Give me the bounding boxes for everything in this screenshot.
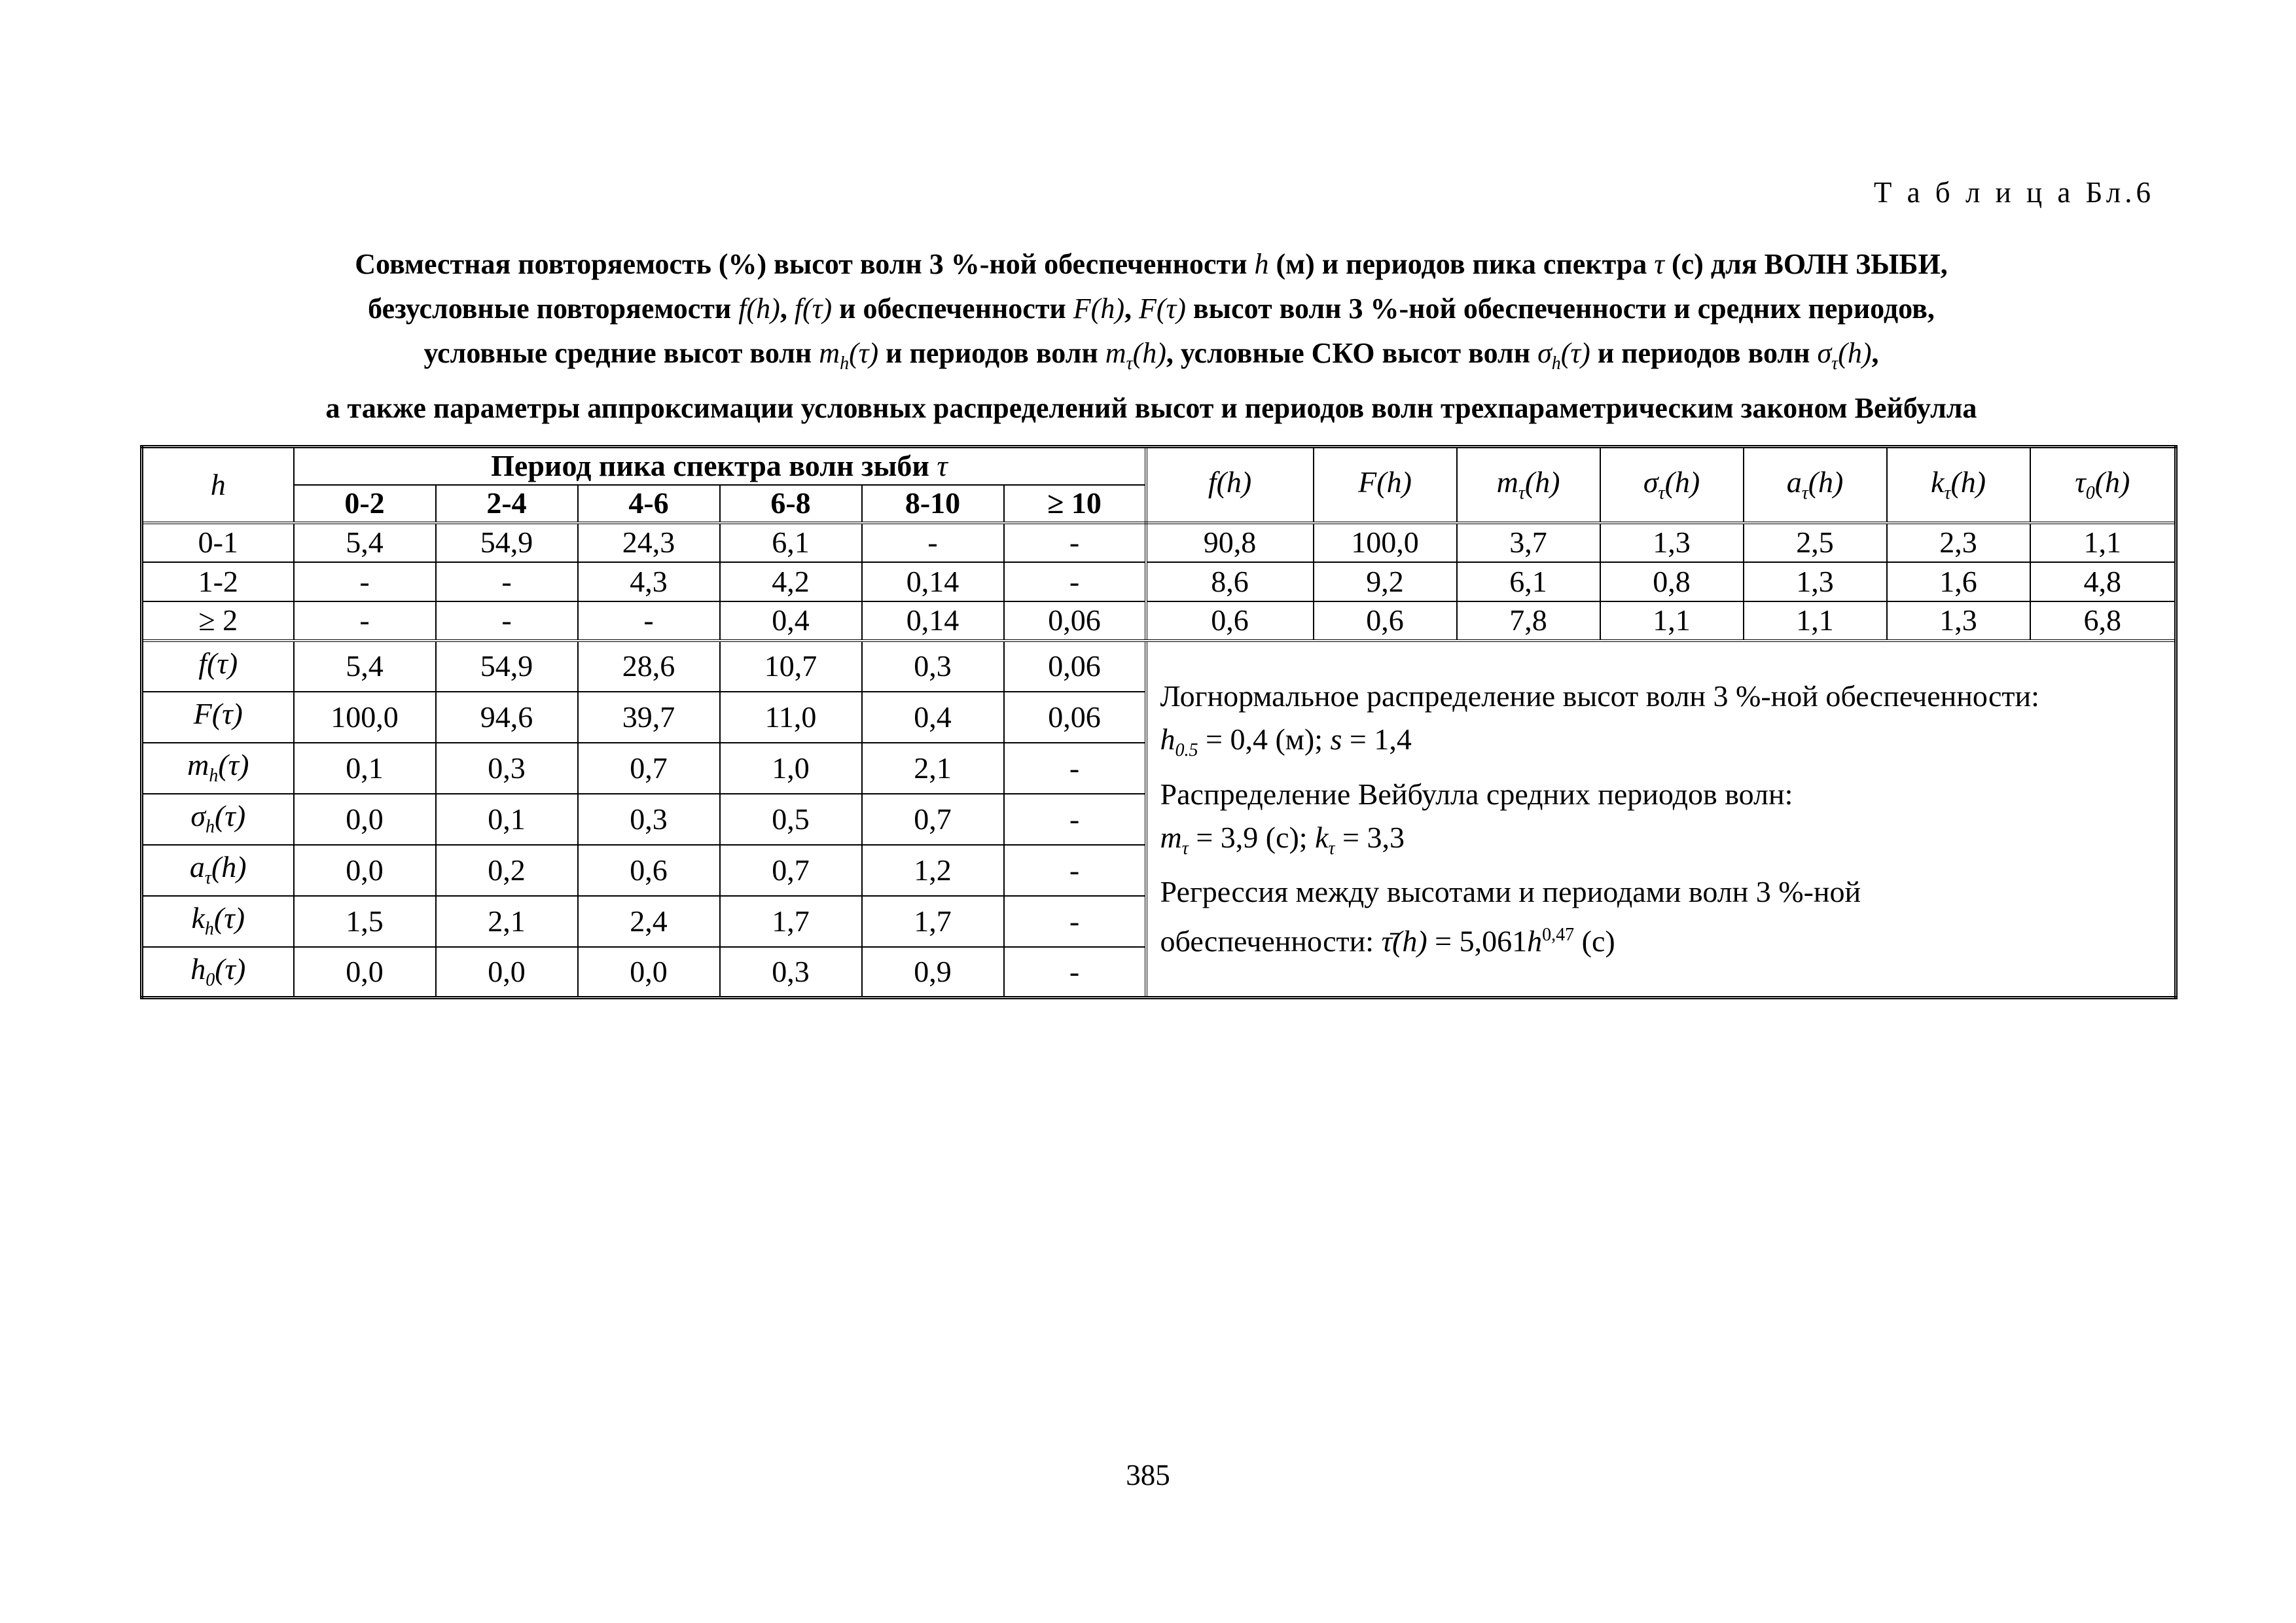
- caption-math: h: [1254, 248, 1269, 280]
- joint-frequency-cell: -: [436, 601, 578, 641]
- stat-value-cell: 0,0: [436, 947, 578, 998]
- math-sub: h: [204, 919, 214, 940]
- stat-value-cell: 1,3: [1887, 601, 2030, 641]
- stat-column-header: [1457, 447, 1600, 523]
- note-sub: τ: [1181, 838, 1189, 859]
- stat-value-cell: 0,6: [1146, 601, 1314, 641]
- stat-value-cell: 100,0: [294, 692, 436, 743]
- joint-frequency-cell: 24,3: [578, 523, 720, 562]
- row-label-h: 0-1: [142, 523, 294, 562]
- joint-frequency-cell: -: [436, 562, 578, 601]
- math-sub: τ: [1126, 353, 1133, 374]
- stat-value-cell: 2,4: [578, 896, 720, 947]
- math-base: a: [1786, 465, 1802, 499]
- caption-text: (с) для ВОЛН ЗЫБИ,: [1664, 248, 1948, 280]
- math-arg: (τ): [1560, 337, 1590, 369]
- math-base: m: [819, 337, 840, 369]
- stat-value-cell: -: [1004, 947, 1146, 998]
- joint-frequency-cell: 0,4: [720, 601, 862, 641]
- joint-frequency-cell: -: [1004, 562, 1146, 601]
- math-arg: (h): [1216, 465, 1252, 499]
- stat-value-cell: 0,06: [1004, 641, 1146, 692]
- table-row: [142, 601, 2176, 641]
- note-math: m: [1160, 820, 1182, 854]
- joint-frequency-cell: -: [578, 601, 720, 641]
- math-arg: (h): [1838, 337, 1872, 369]
- math-base: σ: [190, 799, 206, 833]
- note-math: k: [1315, 820, 1329, 854]
- stat-value-cell: 1,2: [862, 845, 1004, 896]
- math-sub: τ: [1801, 482, 1808, 503]
- math-arg: (h): [1664, 465, 1700, 499]
- joint-frequency-cell: 5,4: [294, 523, 436, 562]
- period-bin-header: ≥ 10: [1004, 485, 1146, 523]
- caption-text: безусловные повторяемости: [368, 293, 739, 325]
- math-base: τ: [2075, 465, 2086, 499]
- period-group-header: [294, 447, 1146, 485]
- joint-frequency-cell: 0,06: [1004, 601, 1146, 641]
- note-line: Регрессия между высотами и периодами волн 3 %-ной: [1160, 874, 1861, 908]
- table-row: [142, 641, 2176, 692]
- math-arg: (τ): [211, 697, 243, 731]
- stat-value-cell: 3,7: [1457, 523, 1600, 562]
- stat-value-cell: 10,7: [720, 641, 862, 692]
- table-row: [142, 523, 2176, 562]
- caption-math: τ: [1654, 248, 1664, 280]
- period-header-text: Период пика спектра волн зыби: [491, 449, 937, 483]
- note-math: h: [1527, 924, 1543, 958]
- period-bin-header: 4-6: [578, 485, 720, 523]
- stat-value-cell: 1,3: [1600, 523, 1744, 562]
- math-base: f: [1208, 465, 1217, 499]
- math-base: a: [189, 850, 205, 884]
- stat-value-cell: -: [1004, 743, 1146, 794]
- row-label-h: ≥ 2: [142, 601, 294, 641]
- math-arg: (h): [1132, 337, 1166, 369]
- row-label-stat: [142, 896, 294, 947]
- caption-text: и периодов волн: [1590, 337, 1818, 369]
- math-arg: (h): [1950, 465, 1986, 499]
- stat-value-cell: 0,4: [862, 692, 1004, 743]
- stat-value-cell: 2,1: [862, 743, 1004, 794]
- stat-value-cell: 90,8: [1146, 523, 1314, 562]
- period-header-symbol: τ: [937, 449, 948, 483]
- joint-frequency-cell: -: [1004, 523, 1146, 562]
- stat-value-cell: 8,6: [1146, 562, 1314, 601]
- period-bin-header: 8-10: [862, 485, 1004, 523]
- row-label-stat: [142, 947, 294, 998]
- page-number: 385: [1126, 1459, 1170, 1491]
- stat-value-cell: 0,0: [294, 845, 436, 896]
- math-sub: h: [1551, 353, 1561, 374]
- stat-value-cell: 0,7: [720, 845, 862, 896]
- caption-text: (м) и периодов пика спектра: [1268, 248, 1655, 280]
- distribution-notes: [1146, 641, 2176, 998]
- stat-value-cell: 2,1: [436, 896, 578, 947]
- period-bin-header: 0-2: [294, 485, 436, 523]
- stat-value-cell: 94,6: [436, 692, 578, 743]
- note-text: = 0,4 (м);: [1198, 722, 1331, 757]
- caption-text: и обеспеченности: [832, 293, 1073, 325]
- note-sub: τ: [1328, 838, 1335, 859]
- stat-value-cell: 1,7: [862, 896, 1004, 947]
- row-label-stat: [142, 794, 294, 845]
- stat-value-cell: 0,0: [578, 947, 720, 998]
- stat-value-cell: 0,9: [862, 947, 1004, 998]
- row-label-stat: [142, 641, 294, 692]
- caption-line-2: [141, 287, 2162, 331]
- math-base: σ: [1643, 465, 1659, 499]
- note-text: обеспеченности:: [1160, 924, 1382, 958]
- row-label-h: 1-2: [142, 562, 294, 601]
- table-row: [142, 562, 2176, 601]
- stat-value-cell: 7,8: [1457, 601, 1600, 641]
- note-math: τ̄(h): [1381, 924, 1427, 958]
- math-sub: 0: [2085, 482, 2095, 503]
- caption-text: и периодов волн: [878, 337, 1105, 369]
- stat-value-cell: 0,6: [1314, 601, 1457, 641]
- caption-text: ,: [1124, 293, 1139, 325]
- math-arg: (τ): [215, 799, 246, 833]
- note-text: = 3,3: [1335, 820, 1405, 854]
- joint-frequency-cell: 0,14: [862, 601, 1004, 641]
- stat-value-cell: -: [1004, 845, 1146, 896]
- joint-frequency-cell: 6,1: [720, 523, 862, 562]
- math-arg: (τ): [218, 748, 249, 782]
- stat-value-cell: 1,1: [1600, 601, 1744, 641]
- stat-value-cell: 0,3: [578, 794, 720, 845]
- math-base: F: [1358, 465, 1377, 499]
- stat-value-cell: 0,3: [436, 743, 578, 794]
- joint-frequency-cell: 54,9: [436, 523, 578, 562]
- math-base: m: [1105, 337, 1126, 369]
- stat-value-cell: 0,06: [1004, 692, 1146, 743]
- stat-value-cell: 11,0: [720, 692, 862, 743]
- caption-text: Совместная повторяемость (%) высот волн 3 %-ной обеспеченности: [355, 248, 1255, 280]
- stat-column-header: [2030, 447, 2176, 523]
- table-label: Т а б л и ц а Бл.6: [1873, 176, 2155, 209]
- stat-column-header: [1600, 447, 1744, 523]
- math-base: h: [190, 952, 206, 986]
- stat-value-cell: 1,7: [720, 896, 862, 947]
- stat-column-header: [1146, 447, 1314, 523]
- note-text: (с): [1574, 924, 1615, 958]
- stat-value-cell: 0,6: [578, 845, 720, 896]
- math-base: F: [193, 697, 212, 731]
- math-arg: (h): [1808, 465, 1844, 499]
- header-row: [142, 447, 2176, 485]
- note-text: = 1,4: [1342, 722, 1412, 757]
- note-line: Распределение Вейбулла средних периодов волн:: [1160, 777, 1793, 811]
- stat-value-cell: 9,2: [1314, 562, 1457, 601]
- caption-text: , условные СКО высот волн: [1166, 337, 1538, 369]
- note-text: = 5,061: [1427, 924, 1528, 958]
- note-line: [1160, 816, 2162, 870]
- stat-value-cell: 4,8: [2030, 562, 2176, 601]
- caption-math: F(h): [1073, 293, 1124, 325]
- corner-header-h: h: [142, 447, 294, 523]
- math-sub: 0: [206, 969, 215, 990]
- note-line: Логнормальное распределение высот волн 3 %-ной обеспеченности:: [1160, 679, 2039, 713]
- stat-value-cell: 6,1: [1457, 562, 1600, 601]
- stat-value-cell: 100,0: [1314, 523, 1457, 562]
- math-arg: (τ): [215, 952, 246, 986]
- joint-frequency-cell: -: [294, 601, 436, 641]
- caption-text: высот волн 3 %-ной обеспеченности и средних периодов,: [1185, 293, 1935, 325]
- stat-value-cell: 1,1: [2030, 523, 2176, 562]
- math-base: m: [1496, 465, 1518, 499]
- math-sub: τ: [1831, 353, 1839, 374]
- stat-value-cell: 0,7: [862, 794, 1004, 845]
- math-arg: (τ): [207, 646, 238, 680]
- stat-value-cell: 6,8: [2030, 601, 2176, 641]
- note-math: s: [1330, 722, 1342, 757]
- math-base: f: [198, 646, 207, 680]
- math-arg: (τ): [213, 901, 245, 935]
- caption-line-1: [141, 242, 2162, 287]
- stat-value-cell: 0,0: [294, 947, 436, 998]
- math-arg: (h): [211, 850, 247, 884]
- note-text: = 3,9 (с);: [1188, 820, 1316, 854]
- stat-value-cell: 1,3: [1744, 562, 1887, 601]
- note-math: h: [1160, 722, 1175, 757]
- stat-value-cell: 0,1: [294, 743, 436, 794]
- math-sub: h: [206, 817, 215, 838]
- period-bin-header: 6-8: [720, 485, 862, 523]
- math-base: σ: [1817, 337, 1832, 369]
- row-label-stat: [142, 845, 294, 896]
- caption-text: ,: [1871, 337, 1879, 369]
- joint-frequency-cell: -: [294, 562, 436, 601]
- stat-value-cell: 0,8: [1600, 562, 1744, 601]
- stat-column-header: [1314, 447, 1457, 523]
- math-sub: τ: [1518, 482, 1525, 503]
- note-line: [1160, 718, 2162, 772]
- caption-math: [819, 337, 879, 374]
- stat-value-cell: 0,5: [720, 794, 862, 845]
- math-sub: h: [209, 766, 219, 787]
- math-arg: (h): [1524, 465, 1560, 499]
- caption-line-3: [141, 331, 2162, 386]
- math-base: k: [1931, 465, 1945, 499]
- note-line: [1160, 914, 2162, 963]
- stat-value-cell: -: [1004, 896, 1146, 947]
- math-base: k: [191, 901, 205, 935]
- row-label-stat: [142, 743, 294, 794]
- stat-value-cell: 0,2: [436, 845, 578, 896]
- math-sub: τ: [1658, 482, 1665, 503]
- joint-frequency-cell: 0,14: [862, 562, 1004, 601]
- stat-value-cell: 1,0: [720, 743, 862, 794]
- stat-value-cell: 0,1: [436, 794, 578, 845]
- stat-value-cell: 1,6: [1887, 562, 2030, 601]
- stat-value-cell: 39,7: [578, 692, 720, 743]
- stat-value-cell: 0,3: [862, 641, 1004, 692]
- stat-column-header: [1744, 447, 1887, 523]
- joint-frequency-cell: 4,3: [578, 562, 720, 601]
- stat-value-cell: 2,5: [1744, 523, 1887, 562]
- stat-value-cell: 54,9: [436, 641, 578, 692]
- note-sup: 0,47: [1542, 924, 1575, 945]
- wave-statistics-table: [140, 445, 2178, 999]
- caption-line-4: а также параметры аппроксимации условных распределений высот и периодов волн трехпараметрическим законом Вейбулла: [325, 391, 1977, 424]
- caption-math: f(h): [738, 293, 780, 325]
- math-arg: (τ): [849, 337, 879, 369]
- stat-value-cell: 0,3: [720, 947, 862, 998]
- math-sub: h: [840, 353, 850, 374]
- caption-math: [1817, 337, 1872, 374]
- math-arg: (h): [1376, 465, 1412, 499]
- caption-math: [1105, 337, 1166, 374]
- math-sub: τ: [204, 868, 211, 889]
- math-arg: (h): [2094, 465, 2130, 499]
- table-caption: [141, 242, 2162, 431]
- math-base: m: [187, 748, 209, 782]
- stat-column-header: [1887, 447, 2030, 523]
- caption-math: F(τ): [1138, 293, 1186, 325]
- period-bin-header: 2-4: [436, 485, 578, 523]
- caption-math: f(τ): [794, 293, 833, 325]
- joint-frequency-cell: -: [862, 523, 1004, 562]
- math-base: σ: [1537, 337, 1552, 369]
- stat-value-cell: 2,3: [1887, 523, 2030, 562]
- caption-text: ,: [780, 293, 795, 325]
- stat-value-cell: 1,5: [294, 896, 436, 947]
- joint-frequency-cell: 4,2: [720, 562, 862, 601]
- math-sub: τ: [1944, 482, 1951, 503]
- note-sub: 0.5: [1175, 740, 1198, 761]
- stat-value-cell: 0,0: [294, 794, 436, 845]
- row-label-stat: [142, 692, 294, 743]
- stat-value-cell: 5,4: [294, 641, 436, 692]
- stat-value-cell: -: [1004, 794, 1146, 845]
- caption-math: [1537, 337, 1590, 374]
- stat-value-cell: 1,1: [1744, 601, 1887, 641]
- stat-value-cell: 0,7: [578, 743, 720, 794]
- stat-value-cell: 28,6: [578, 641, 720, 692]
- caption-text: условные средние высот волн: [423, 337, 819, 369]
